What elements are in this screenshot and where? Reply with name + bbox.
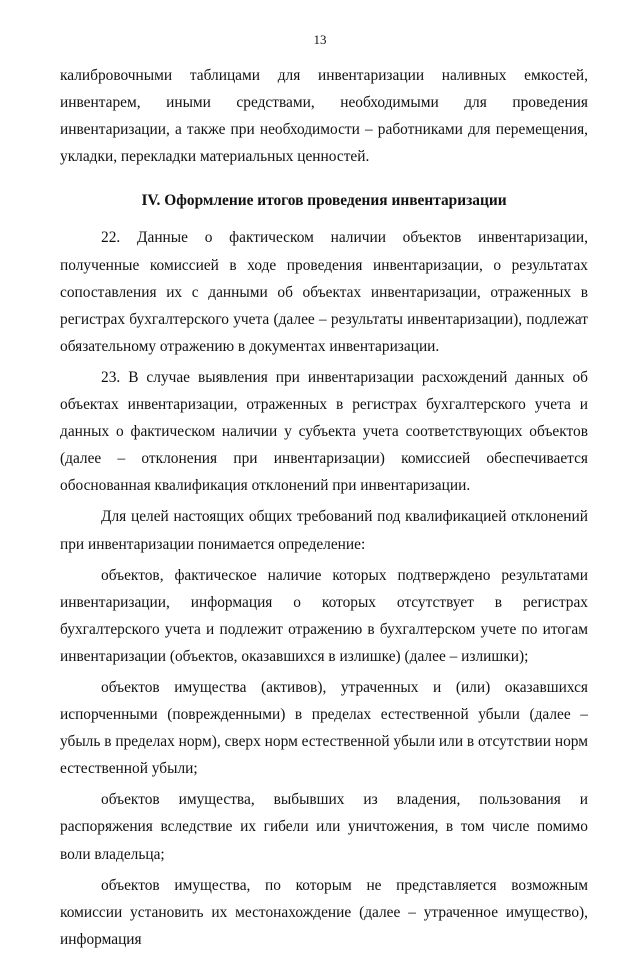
paragraph-disposed: объектов имущества, выбывших из владения, пользования и распоряжения вследствие их гибели или уничтожения, в том числе помимо воли владельца; — [60, 791, 588, 863]
paragraph-definition: Для целей настоящих общих требований под квалификацией отклонений при инвентаризации понимается определение: — [60, 508, 588, 553]
paragraph-loss: объектов имущества (активов), утраченных и (или) оказавшихся испорченными (поврежденными) в пределах естественной убыли (далее – убыль в пределах норм), сверх норм естественной убыли или в отсутствии норм естественной убыли; — [60, 678, 588, 778]
paragraph-unknown-location: объектов имущества, по которым не представляется возможным комиссии установить их местонахождение (далее – утраченное имущество), информация — [60, 876, 588, 948]
section-heading: IV. Оформление итогов проведения инвентаризации — [141, 192, 507, 210]
paragraph-23: 23. В случае выявления при инвентаризации расхождений данных об объектах инвентаризации, отраженных в регистрах бухгалтерского учета и данных о фактическом наличии у субъекта учета соответствующих объектов (далее – отклонения при инвентаризации) комиссией обеспечивается обоснованная квалификация отклонений при инвентаризации. — [60, 368, 588, 495]
paragraph-surplus: объектов, фактическое наличие которых подтверждено результатами инвентаризации, информация о которых отсутствует в регистрах бухгалтерского учета и подлежит отражению в бухгалтерском учете по итогам инвентаризации (объектов, оказавшихся в излишке) (далее – излишки); — [60, 566, 588, 665]
paragraph-continuation: калибровочными таблицами для инвентаризации наливных емкостей, инвентарем, иными средствами, необходимыми для проведения инвентаризации, а также при необходимости – работниками для перемещения, укладки, перекладки материальных ценностей. — [60, 67, 588, 166]
paragraph-22: 22. Данные о фактическом наличии объектов инвентаризации, полученные комиссией в ходе проведения инвентаризации, о результатах сопоставления их с данными об объектах инвентаризации, отраженных в регистрах бухгалтерского учета (далее – результаты инвентаризации), подлежат обязательному отражению в документах инвентаризации. — [60, 229, 588, 355]
page-number: 13 — [313, 32, 327, 47]
document-body — [60, 62, 588, 953]
